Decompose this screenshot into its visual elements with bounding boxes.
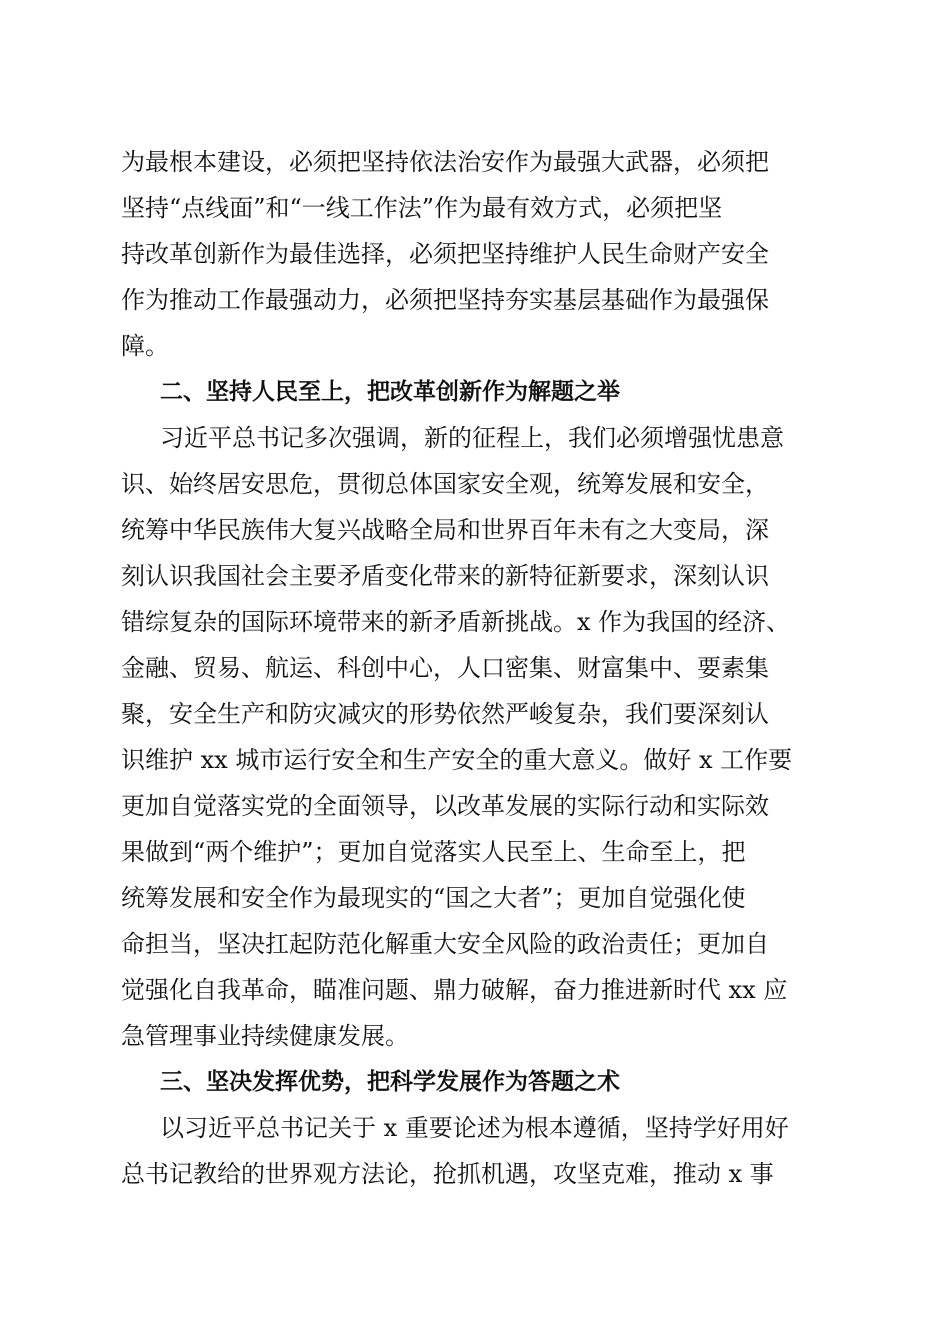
paragraph-line: 为最根本建设，必须把坚持依法治安作为最强大武器，必须把 xyxy=(121,148,769,176)
paragraph-line: 总书记教给的世界观方法论，抢抓机遇，攻坚克难，推动 x 事 xyxy=(121,1160,774,1188)
paragraph-line: 统筹发展和安全作为最现实的“国之大者”；更加自觉强化使 xyxy=(121,884,746,912)
section-heading-2: 二、坚持人民至上，把改革创新作为解题之举 xyxy=(160,379,620,405)
paragraph-line: 统筹中华民族伟大复兴战略全局和世界百年未有之大变局，深 xyxy=(121,516,769,544)
paragraph-line: 识、始终居安思危，贯彻总体国家安全观，统筹发展和安全， xyxy=(121,470,769,498)
paragraph-line: 金融、贸易、航运、科创中心，人口密集、财富集中、要素集 xyxy=(121,654,769,682)
paragraph-line: 障。 xyxy=(121,332,169,360)
paragraph-line: 习近平总书记多次强调，新的征程上，我们必须增强忧患意 xyxy=(160,424,784,452)
paragraph-line: 命担当，坚决扛起防范化解重大安全风险的政治责任；更加自 xyxy=(121,930,769,958)
paragraph-line: 果做到“两个维护”；更加自觉落实人民至上、生命至上，把 xyxy=(121,838,746,866)
section-heading-3: 三、坚决发挥优势，把科学发展作为答题之术 xyxy=(160,1069,620,1095)
paragraph-line: 以习近平总书记关于 x 重要论述为根本遵循，坚持学好用好 xyxy=(160,1114,789,1142)
paragraph-line: 作为推动工作最强动力，必须把坚持夯实基层基础作为最强保 xyxy=(121,286,769,314)
paragraph-line: 坚持“点线面”和“一线工作法”作为最有效方式，必须把坚 xyxy=(121,194,723,222)
paragraph-line: 持改革创新作为最佳选择，必须把坚持维护人民生命财产安全 xyxy=(121,240,769,268)
paragraph-line: 错综复杂的国际环境带来的新矛盾新挑战。x 作为我国的经济、 xyxy=(121,608,791,636)
paragraph-line: 刻认识我国社会主要矛盾变化带来的新特征新要求，深刻认识 xyxy=(121,562,769,590)
paragraph-line: 识维护 xx 城市运行安全和生产安全的重大意义。做好 x 工作要 xyxy=(121,746,793,774)
paragraph-line: 觉强化自我革命，瞄准问题、鼎力破解，奋力推进新时代 xx 应 xyxy=(121,976,788,1004)
paragraph-line: 聚，安全生产和防灾减灾的形势依然严峻复杂，我们要深刻认 xyxy=(121,700,769,728)
paragraph-line: 更加自觉落实党的全面领导，以改革发展的实际行动和实际效 xyxy=(121,792,769,820)
paragraph-line: 急管理事业持续健康发展。 xyxy=(121,1022,409,1050)
